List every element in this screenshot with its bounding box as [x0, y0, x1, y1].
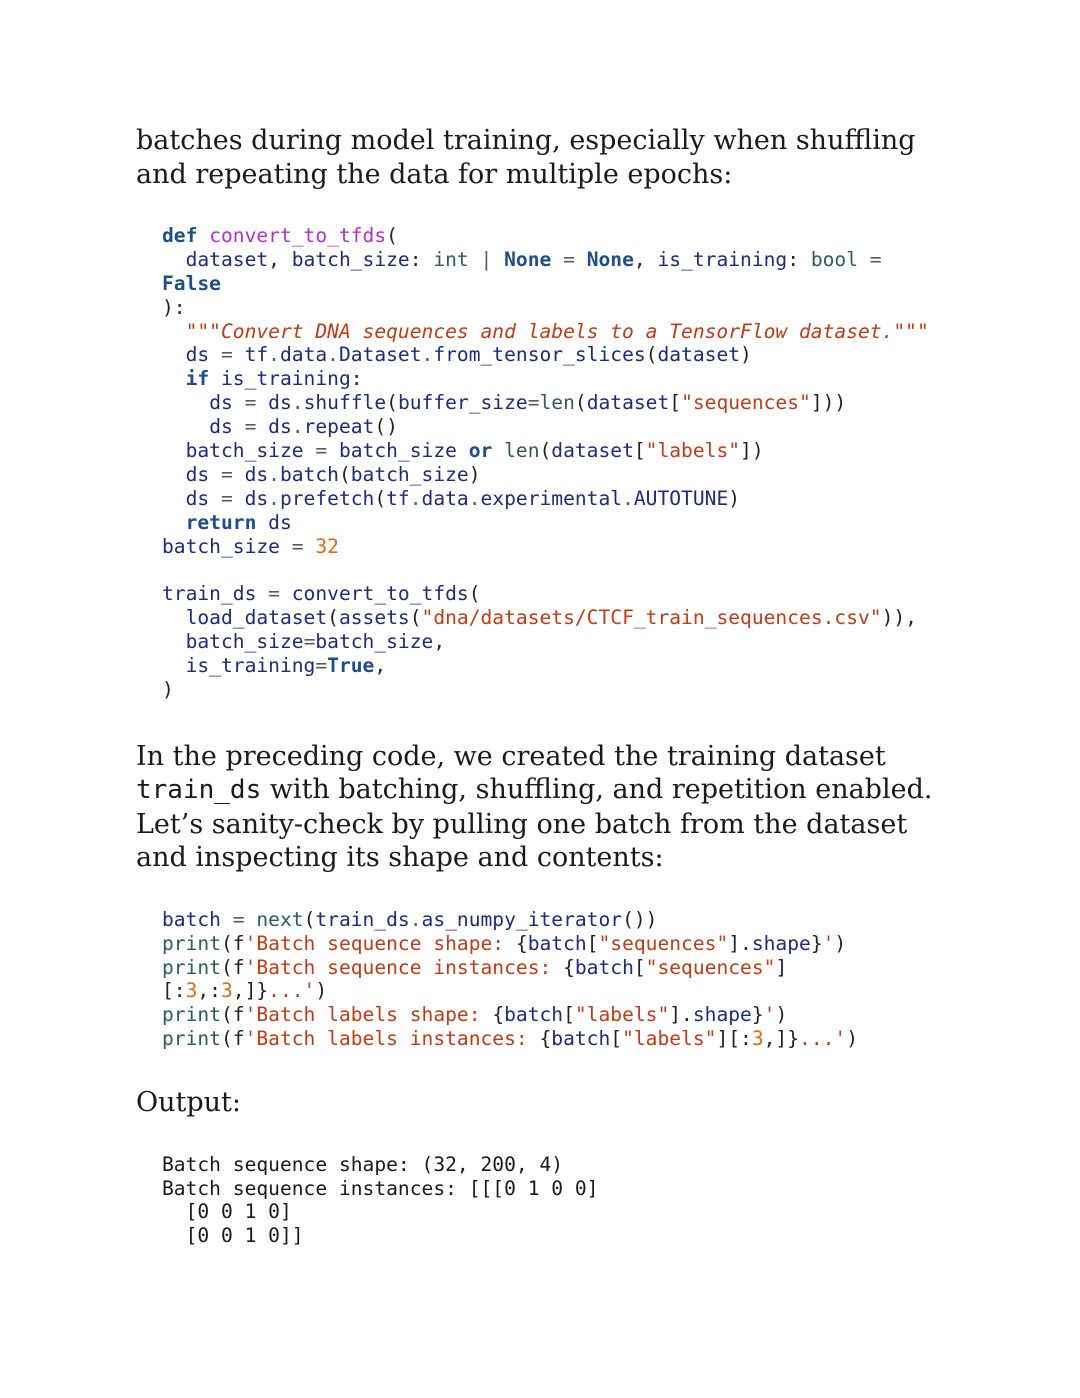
middle-paragraph [136, 740, 956, 875]
code-block-convert-to-tfds [136, 224, 956, 702]
code-token: as_numpy_iterator [421, 907, 623, 931]
code-token: 'Batch labels instances: [244, 1027, 540, 1051]
code-token: 'Batch sequence instances: [244, 955, 564, 979]
code-token: "sequences" [645, 955, 776, 979]
code-token: dataset [586, 391, 670, 415]
code-token: ds [209, 391, 233, 415]
code-line [162, 367, 956, 391]
code-token: ) [775, 1003, 788, 1027]
code-token: dataset [185, 247, 269, 271]
intro-paragraph [136, 124, 956, 191]
code-token: = [551, 247, 587, 271]
code-token: tf [244, 343, 269, 367]
code-token: . [291, 391, 304, 415]
code-token: | [468, 247, 505, 271]
code-token: ds [185, 343, 210, 367]
code-token: ]. [669, 1003, 693, 1027]
code-token: . [409, 486, 422, 510]
code-token: data [279, 343, 328, 367]
code-token: ()) [622, 907, 658, 931]
code-line [162, 979, 956, 1003]
code-token: ])) [810, 391, 847, 415]
code-token: batch_size [350, 462, 469, 486]
output-line: [0 0 1 0]] [162, 1224, 304, 1248]
code-line [162, 678, 956, 702]
code-token: [ [633, 439, 646, 463]
code-token [457, 439, 469, 462]
output-block [136, 1153, 956, 1249]
code-token: "labels" [622, 1027, 717, 1051]
code-token: ...' [268, 979, 316, 1003]
code-line [162, 415, 956, 439]
code-token: bool [810, 247, 859, 271]
code-token: [ [586, 931, 599, 955]
code-token: batch_size [162, 534, 280, 558]
code-line [162, 630, 956, 654]
code-token: : [787, 247, 811, 271]
code-token: { [563, 955, 575, 979]
code-token: , [633, 247, 658, 271]
code-token: assets [338, 606, 410, 630]
code-token: batch [504, 1003, 564, 1027]
code-token: = [858, 247, 882, 271]
middle-line-3: Let’s sanity-check by pulling one batch from the dataset [136, 808, 908, 840]
code-token: { [515, 931, 528, 955]
code-token: int [433, 247, 469, 271]
code-token: or [468, 439, 493, 463]
code-token: = [209, 343, 245, 367]
code-token [162, 463, 186, 486]
code-token: ) [740, 343, 752, 367]
code-token: ] [775, 955, 788, 979]
output-line: [0 0 1 0] [162, 1200, 292, 1224]
page-content [136, 124, 956, 1248]
code-token: train_ds [315, 907, 410, 931]
code-token: { [492, 1003, 505, 1027]
code-token: . [409, 907, 422, 931]
code-line [162, 224, 956, 248]
code-token: ( [374, 486, 387, 510]
code-token: ]. [728, 931, 752, 955]
code-token: len [504, 439, 540, 463]
code-token: ds [185, 462, 210, 486]
code-token: ,]} [763, 1027, 800, 1051]
code-token [162, 511, 186, 534]
code-token: None [586, 247, 634, 271]
code-token [197, 224, 209, 247]
middle-line-1: In the preceding code, we created the training dataset [136, 740, 886, 772]
code-token: . [421, 343, 434, 367]
code-token: (f [220, 1027, 245, 1051]
code-token [162, 343, 186, 366]
middle-line-4: and inspecting its shape and contents: [136, 842, 664, 874]
code-token: [ [633, 955, 646, 979]
code-token: ( [327, 606, 339, 630]
output-line: Batch sequence instances: [[[0 1 0 0] [162, 1176, 599, 1200]
code-line [162, 1027, 956, 1051]
code-token: convert_to_tfds [209, 224, 387, 247]
code-token: batch [162, 907, 221, 931]
code-token: ) [468, 462, 481, 486]
code-line [162, 908, 956, 932]
code-token [162, 367, 186, 390]
code-token: tf [386, 486, 410, 510]
code-token: print [162, 931, 221, 955]
code-token: 32 [315, 534, 339, 558]
code-token: ds [268, 415, 292, 439]
code-token: = [527, 391, 540, 415]
code-token: None [504, 247, 552, 271]
code-token [492, 439, 504, 462]
code-token: len [539, 391, 575, 415]
code-token: ds [268, 510, 292, 534]
code-token: ...' [799, 1027, 847, 1051]
code-token: ds [244, 462, 269, 486]
code-token: = [232, 415, 269, 439]
inline-code-train-ds: train_ds [136, 775, 262, 806]
code-token: ,: [197, 979, 221, 1003]
code-token: ( [386, 391, 398, 415]
code-token: ][: [716, 1027, 752, 1051]
code-token: batch [574, 955, 634, 979]
code-token: 3 [751, 1027, 764, 1051]
code-line [162, 487, 956, 511]
code-token: (f [220, 1003, 245, 1027]
code-token: ds [268, 391, 292, 415]
code-token: shape [692, 1003, 752, 1027]
code-token: batch [527, 931, 587, 955]
code-token: batch_size [185, 439, 304, 463]
code-token: = [232, 391, 269, 415]
code-token: . [622, 486, 634, 510]
code-token: ( [386, 224, 398, 247]
code-token: dataset [551, 439, 634, 463]
code-token: shuffle [303, 391, 387, 415]
code-token: = [209, 462, 245, 486]
code-line [162, 582, 956, 606]
code-token: ( [338, 462, 351, 486]
code-token [256, 511, 268, 534]
code-token: 3 [185, 979, 198, 1003]
code-token: experimental [480, 486, 623, 510]
code-token: train_ds [162, 582, 257, 606]
code-token: , [374, 654, 387, 678]
code-token [162, 630, 186, 653]
code-line [162, 558, 956, 582]
code-token: "labels" [574, 1003, 670, 1027]
code-token: "sequences" [681, 391, 811, 415]
code-token: next [256, 907, 304, 931]
code-token: is_training [220, 367, 351, 391]
code-token [162, 439, 186, 462]
code-token: ( [645, 343, 658, 367]
code-token: ) [846, 1027, 859, 1051]
code-token: Dataset [338, 343, 422, 367]
code-token: "dna/datasets/CTCF_train_sequences.csv" [421, 606, 882, 630]
code-token: batch [551, 1027, 611, 1051]
code-line [162, 535, 956, 559]
code-line [162, 932, 956, 956]
code-token: is_training [185, 654, 316, 678]
code-token: True [327, 654, 375, 678]
code-token: [ [669, 391, 682, 415]
code-token: = [303, 439, 339, 463]
code-line [162, 248, 956, 272]
code-token: is_training [657, 247, 788, 271]
code-token: = [256, 582, 292, 606]
code-token: (f [220, 955, 245, 979]
code-token: ds [209, 415, 233, 439]
code-token: ) [315, 979, 328, 1003]
code-token: shape [751, 931, 811, 955]
code-token: batch_size [315, 630, 434, 654]
code-token: (f [220, 931, 245, 955]
code-token: buffer_size [397, 391, 528, 415]
code-line [162, 606, 956, 630]
code-token: data [421, 486, 469, 510]
code-token: . [291, 415, 304, 439]
code-token: ( [409, 606, 422, 630]
output-line: Batch sequence shape: (32, 200, 4) [162, 1152, 564, 1176]
code-token: () [374, 415, 398, 439]
code-token: 'Batch sequence shape: [244, 931, 516, 955]
code-token: batch [279, 462, 339, 486]
code-token: = [209, 486, 245, 510]
code-token [209, 367, 221, 390]
code-token: . [468, 486, 481, 510]
code-line [162, 272, 956, 296]
code-line [162, 1003, 956, 1027]
code-line [162, 654, 956, 678]
code-token: [: [162, 979, 186, 1003]
code-token: ( [574, 391, 587, 415]
middle-line-2: with batching, shuffling, and repetition enabled. [261, 774, 933, 806]
code-token: ' [763, 1003, 776, 1027]
code-token [162, 487, 186, 510]
code-token: """Convert DNA sequences and labels to a TensorFlow dataset.""" [185, 319, 929, 343]
code-token: load_dataset [185, 606, 328, 630]
code-token: "labels" [645, 439, 741, 463]
code-token: . [268, 486, 280, 510]
code-token [162, 391, 209, 414]
output-label: Output: [136, 1087, 241, 1119]
code-line [162, 463, 956, 487]
code-token: if [185, 367, 210, 391]
code-token: ): [162, 295, 186, 319]
code-token: def [162, 224, 198, 247]
code-token: convert_to_tfds [291, 582, 469, 606]
code-token: print [162, 1027, 221, 1051]
code-token: ( [468, 582, 481, 606]
code-token: , [433, 630, 446, 654]
code-token: = [279, 534, 316, 558]
code-token: , [268, 247, 292, 271]
code-token: print [162, 955, 221, 979]
code-token: ) [834, 931, 847, 955]
code-token: ( [539, 439, 552, 463]
code-token: prefetch [279, 486, 375, 510]
code-token: batch_size [291, 247, 410, 271]
code-token [162, 606, 186, 629]
code-token: batch_size [338, 439, 457, 463]
intro-line-1: batches during model training, especially when shuffling [136, 125, 916, 156]
code-token: ds [185, 486, 210, 510]
code-token: { [539, 1027, 552, 1051]
code-line [162, 511, 956, 535]
code-token: : [409, 247, 434, 271]
code-token: } [751, 1003, 764, 1027]
code-token: ]) [740, 439, 764, 463]
code-token: ,]} [232, 979, 269, 1003]
code-token: 'Batch labels shape: [244, 1003, 493, 1027]
code-token: . [327, 343, 339, 367]
code-token: batch_size [185, 630, 304, 654]
code-token: ( [303, 907, 316, 931]
code-token: 3 [220, 979, 233, 1003]
code-token: False [162, 271, 221, 295]
code-token: [ [610, 1027, 623, 1051]
code-token [162, 320, 186, 343]
code-token [162, 415, 209, 438]
code-token: print [162, 1003, 221, 1027]
code-line [162, 343, 956, 367]
code-token: ds [244, 486, 269, 510]
code-token: : [350, 367, 363, 391]
code-token: . [268, 462, 280, 486]
code-token [162, 248, 186, 271]
code-token: )), [881, 606, 917, 630]
code-line [162, 956, 956, 980]
code-token: ) [728, 486, 741, 510]
intro-line-2: and repeating the data for multiple epochs: [136, 158, 733, 190]
code-token: "sequences" [598, 931, 729, 955]
code-token: repeat [303, 415, 375, 439]
code-line [162, 439, 956, 463]
code-line [162, 391, 956, 415]
code-token: = [303, 630, 316, 654]
code-token: = [220, 907, 257, 931]
code-block-batch-inspection [136, 908, 956, 1051]
code-token: } [810, 931, 823, 955]
code-line [162, 320, 956, 344]
code-token: return [185, 510, 257, 534]
code-token: dataset [657, 343, 741, 367]
code-token: [ [563, 1003, 575, 1027]
code-token: ) [162, 677, 174, 701]
code-token [162, 654, 186, 677]
code-token: AUTOTUNE [633, 486, 729, 510]
code-token: ' [822, 931, 835, 955]
code-token: = [315, 654, 328, 678]
code-token: . [268, 343, 280, 367]
code-token: from_tensor_slices [433, 343, 646, 367]
code-line [162, 296, 956, 320]
